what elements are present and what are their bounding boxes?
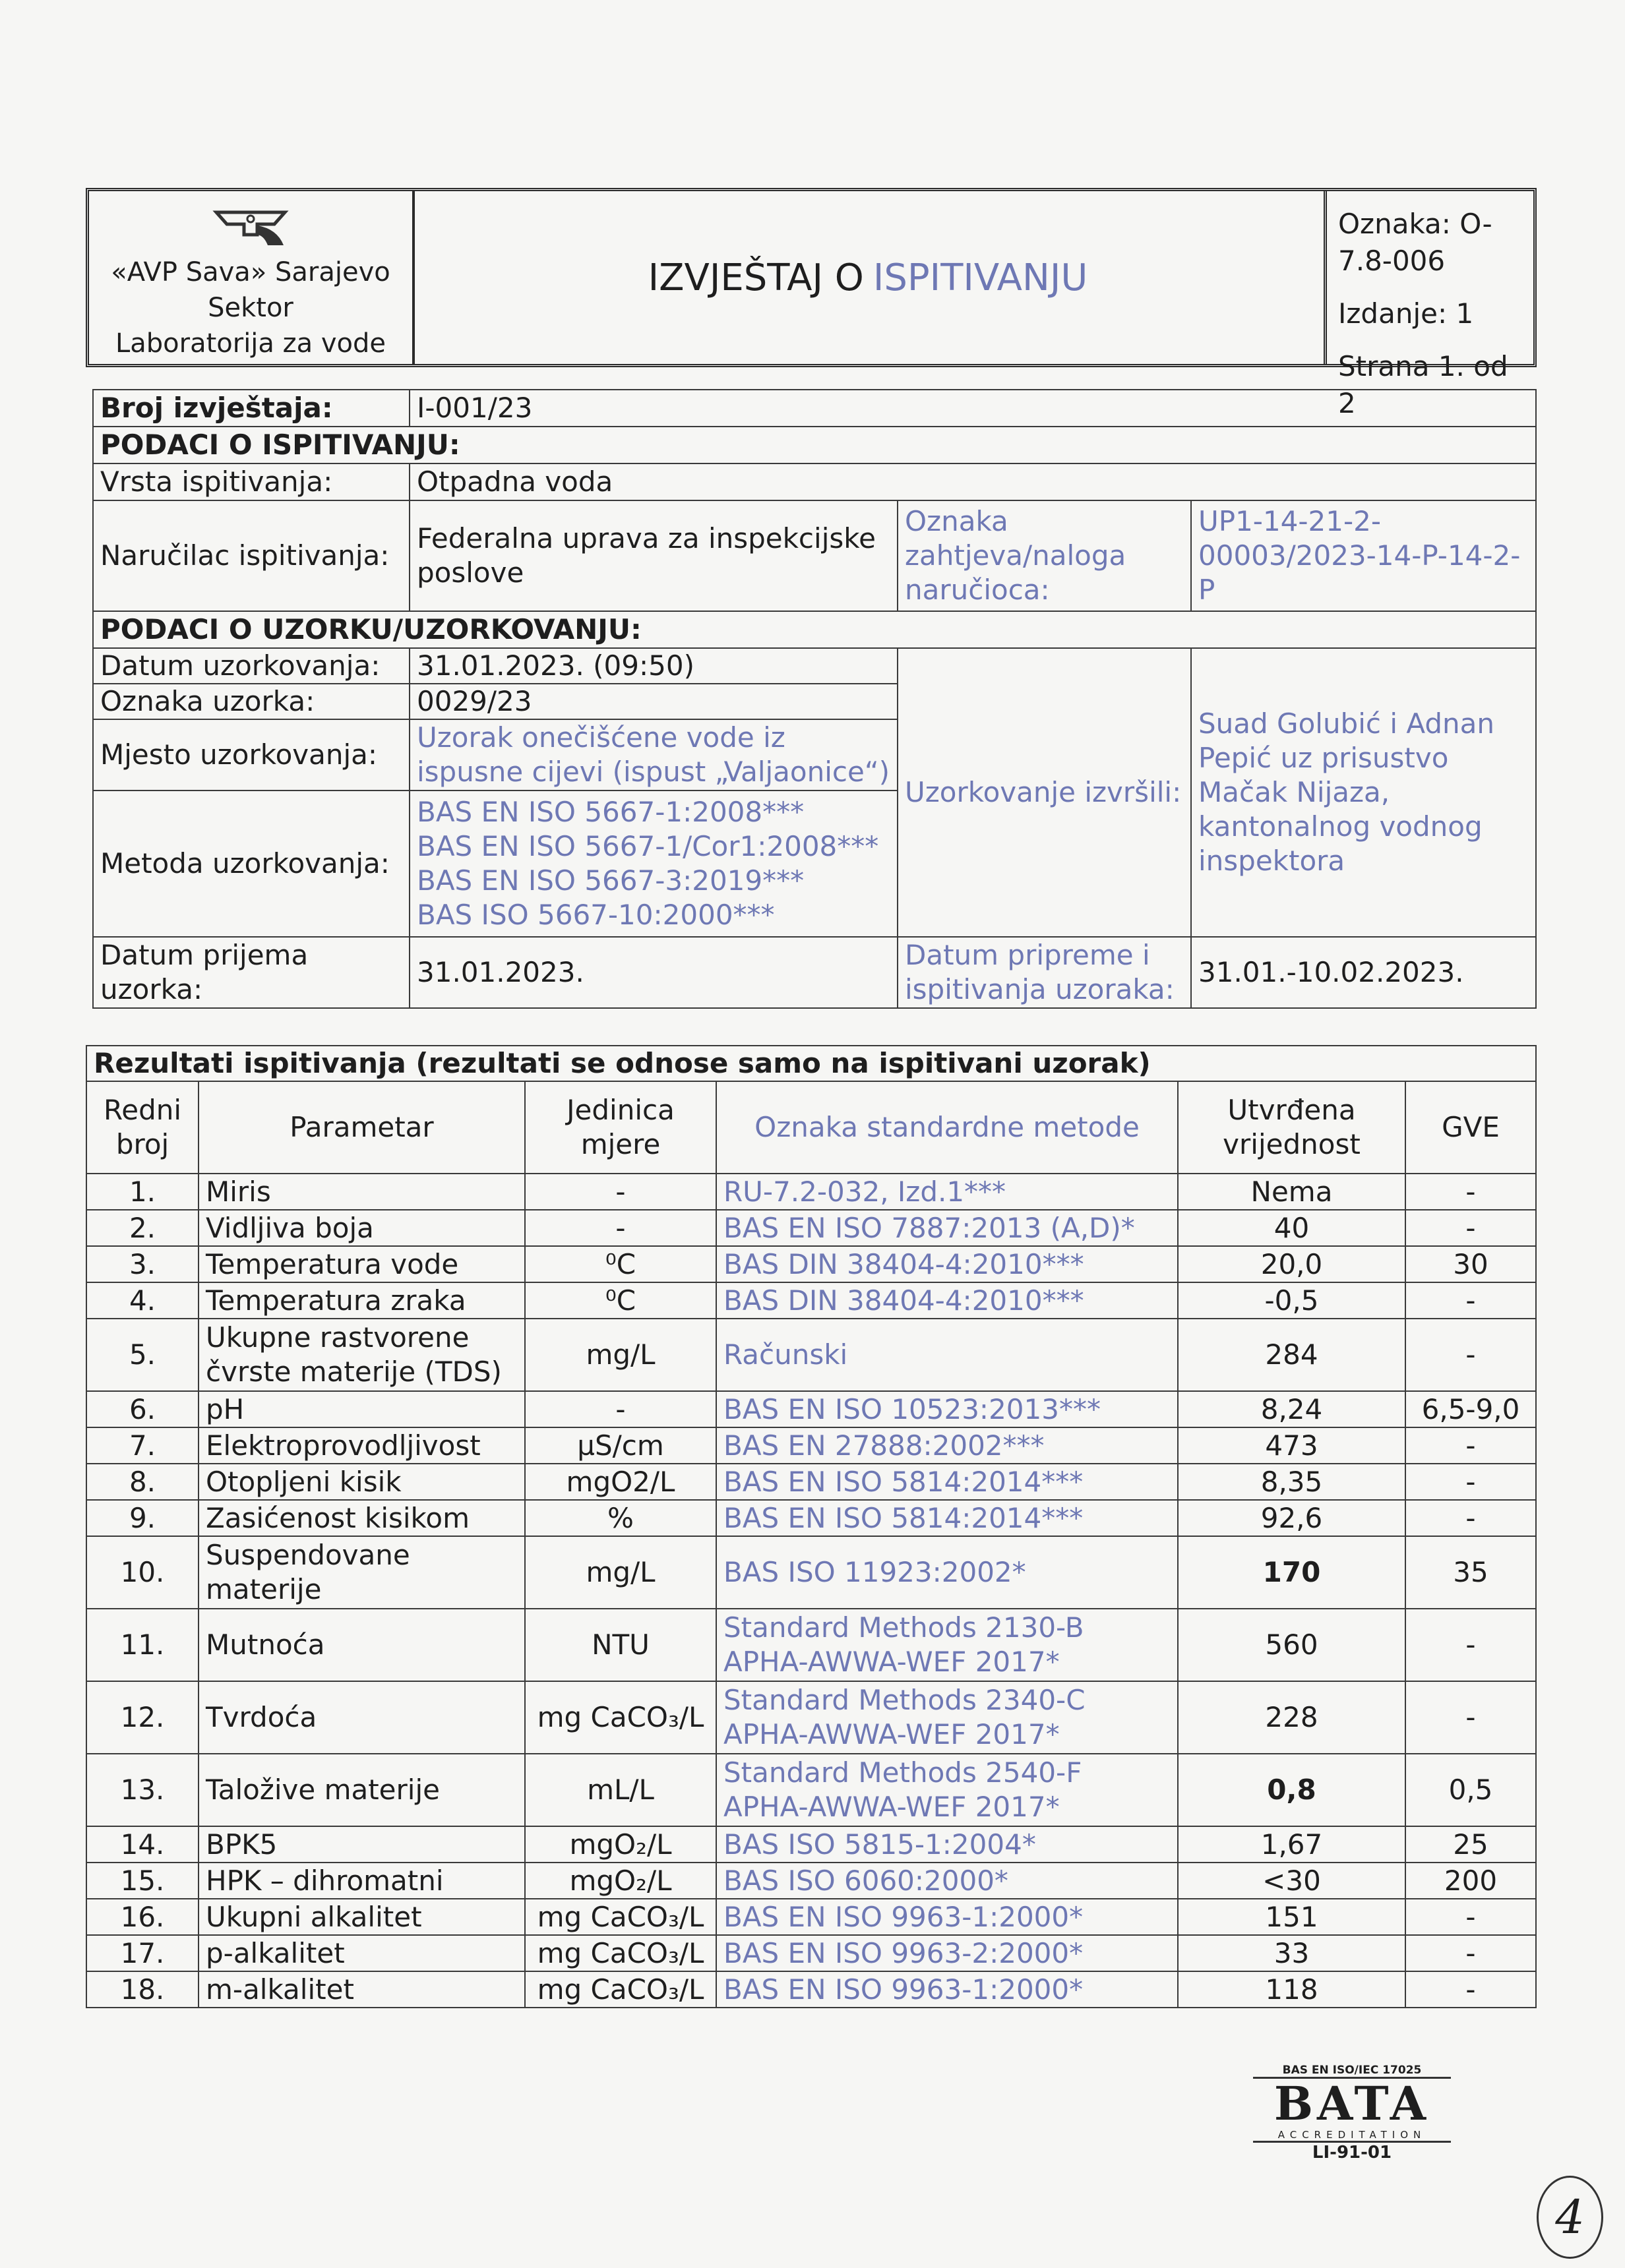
metoda-label: Metoda uzorkovanja: [93,791,410,937]
row-parameter: Zasićenost kisikom [199,1500,525,1536]
row-parameter: Tvrdoća [199,1681,525,1754]
oznaka-zahtjeva-value: UP1-14-21-2-00003/2023-14-P-14-2-P [1191,500,1536,611]
izvrsili-label: Uzorkovanje izvršili: [898,648,1191,937]
metoda-item: BAS EN ISO 5667-3:2019*** [417,864,805,897]
row-parameter: Ukupni alkalitet [199,1899,525,1935]
row-unit: NTU [525,1609,716,1681]
row-value: 8,24 [1178,1391,1405,1427]
row-number: 8. [86,1464,199,1500]
header-vrijednost: Utvrđena vrijednost [1178,1081,1405,1174]
row-number: 16. [86,1899,199,1935]
row-value: 33 [1178,1935,1405,1971]
row-number: 18. [86,1971,199,2008]
row-parameter: HPK – dihromatni [199,1863,525,1899]
row-method: BAS ISO 6060:2000* [716,1863,1178,1899]
vrsta-label: Vrsta ispitivanja: [93,463,410,500]
row-gve: - [1405,1500,1536,1536]
row-parameter: Taložive materije [199,1754,525,1826]
row-unit: mgO₂/L [525,1826,716,1863]
row-number: 5. [86,1319,199,1391]
row-number: 13. [86,1754,199,1826]
table-row [86,1899,1536,1935]
header-metoda: Oznaka standardne metode [716,1081,1178,1174]
row-parameter: Ukupne rastvorene čvrste materije (TDS) [199,1319,525,1391]
row-parameter: Miris [199,1174,525,1210]
results-section-text: Rezultati ispitivanja (rezultati se odnose samo na ispitivani uzorak) [94,1047,1151,1079]
avp-logo-icon [211,199,290,252]
table-row [86,1391,1536,1427]
row-number: 11. [86,1609,199,1681]
row-parameter: Suspendovane materije [199,1536,525,1609]
row-parameter: BPK5 [199,1826,525,1863]
section-uzorak: PODACI O UZORKU/UZORKOVANJU: [93,611,1536,648]
row-unit: ⁰C [525,1246,716,1282]
metoda-item: BAS EN ISO 5667-1/Cor1:2008*** [417,830,879,862]
organization-cell [89,191,415,364]
stamp-logo: BATA [1273,2076,1430,2131]
row-unit: µS/cm [525,1427,716,1464]
section-ispitivanje: PODACI O ISPITIVANJU: [93,427,1536,463]
row-gve: - [1405,1899,1536,1935]
row-method: Standard Methods 2340-C APHA-AWWA-WEF 2017* [716,1681,1178,1754]
row-value: 92,6 [1178,1500,1405,1536]
table-row [86,1826,1536,1863]
row-method: BAS EN 27888:2002*** [716,1427,1178,1464]
title-part-1: IZVJEŠTAJ O [648,256,864,299]
oznaka-uzorka-label: Oznaka uzorka: [93,684,410,719]
row-method: Računski [716,1319,1178,1391]
broj-label: Broj izvještaja: [93,390,410,427]
header-jedinica: Jedinica mjere [525,1081,716,1174]
row-gve: - [1405,1681,1536,1754]
row-parameter: pH [199,1391,525,1427]
stamp-standard: BAS EN ISO/IEC 17025 [1253,2064,1451,2079]
row-gve: - [1405,1282,1536,1319]
row-method: BAS EN ISO 5814:2014*** [716,1464,1178,1500]
row-unit: - [525,1174,716,1210]
row-value: 0,8 [1178,1754,1405,1826]
metoda-item: BAS EN ISO 5667-1:2008*** [417,796,805,828]
row-parameter: Otopljeni kisik [199,1464,525,1500]
row-number: 6. [86,1391,199,1427]
row-gve: 6,5-9,0 [1405,1391,1536,1427]
row-parameter: Temperatura zraka [199,1282,525,1319]
header-redni-broj: Redni broj [86,1081,199,1174]
row-unit: mg CaCO₃/L [525,1935,716,1971]
datum-uzorkovanja-label: Datum uzorkovanja: [93,648,410,684]
vrsta-value: Otpadna voda [410,463,1536,500]
metoda-item: BAS ISO 5667-10:2000*** [417,899,775,931]
row-unit: ⁰C [525,1282,716,1319]
datum-pripreme-label: Datum pripreme i ispitivanja uzoraka: [898,937,1191,1008]
row-parameter: Elektroprovodljivost [199,1427,525,1464]
table-row [86,1754,1536,1826]
row-number: 15. [86,1863,199,1899]
narucilac-label: Naručilac ispitivanja: [93,500,410,611]
header-parametar: Parametar [199,1081,525,1174]
row-gve: - [1405,1464,1536,1500]
row-value: -0,5 [1178,1282,1405,1319]
org-line-1: «AVP Sava» Sarajevo [111,257,390,287]
row-gve: 35 [1405,1536,1536,1609]
oznaka-text: Oznaka: O-7.8-006 [1338,208,1492,277]
header-gve: GVE [1405,1081,1536,1174]
oznaka-zahtjeva-label: Oznaka zahtjeva/naloga naručioca: [898,500,1191,611]
table-row [86,1427,1536,1464]
row-method: BAS EN ISO 7887:2013 (A,D)* [716,1210,1178,1246]
row-value: 473 [1178,1427,1405,1464]
page-mark-number: 4 [1555,2190,1585,2244]
datum-prijema-label: Datum prijema uzorka: [93,937,410,1008]
row-gve: - [1405,1971,1536,2008]
row-number: 9. [86,1500,199,1536]
row-value: 20,0 [1178,1246,1405,1282]
table-row [86,1935,1536,1971]
row-parameter: m-alkalitet [199,1971,525,2008]
table-row [86,1246,1536,1282]
row-gve: 200 [1405,1863,1536,1899]
row-method: BAS ISO 5815-1:2004* [716,1826,1178,1863]
row-unit: - [525,1391,716,1427]
row-gve: - [1405,1427,1536,1464]
row-value: Nema [1178,1174,1405,1210]
table-row [86,1282,1536,1319]
row-gve: 0,5 [1405,1754,1536,1826]
izvrsili-value: Suad Golubić i Adnan Pepić uz prisustvo Mačak Nijaza, kantonalnog vodnog inspektora [1191,648,1536,937]
row-value: 118 [1178,1971,1405,2008]
table-row [86,1863,1536,1899]
row-number: 14. [86,1826,199,1863]
row-unit: % [525,1500,716,1536]
row-number: 17. [86,1935,199,1971]
row-value: 8,35 [1178,1464,1405,1500]
row-number: 12. [86,1681,199,1754]
row-number: 10. [86,1536,199,1609]
row-number: 7. [86,1427,199,1464]
row-value: 151 [1178,1899,1405,1935]
row-gve: - [1405,1319,1536,1391]
document-title [412,191,1327,364]
metoda-list [410,791,898,937]
row-unit: mL/L [525,1754,716,1826]
row-gve: - [1405,1609,1536,1681]
page-mark [1537,2176,1603,2259]
row-unit: mgO2/L [525,1464,716,1500]
table-row [86,1319,1536,1391]
row-number: 2. [86,1210,199,1246]
table-row [86,1971,1536,2008]
row-unit: mg CaCO₃/L [525,1899,716,1935]
row-parameter: Vidljiva boja [199,1210,525,1246]
row-unit: - [525,1210,716,1246]
row-value: <30 [1178,1863,1405,1899]
row-gve: 30 [1405,1246,1536,1282]
row-value: 170 [1178,1536,1405,1609]
table-row [86,1464,1536,1500]
table-row [86,1681,1536,1754]
row-method: Standard Methods 2130-B APHA-AWWA-WEF 2017* [716,1609,1178,1681]
row-parameter: Mutnoća [199,1609,525,1681]
row-number: 1. [86,1174,199,1210]
row-unit: mg CaCO₃/L [525,1971,716,2008]
izdanje-text: Izdanje: 1 [1338,297,1474,330]
mjesto-value: Uzorak onečišćene vode iz ispusne cijevi (ispust „Valjaonice“) [410,719,898,791]
broj-value: I-001/23 [410,390,1536,427]
row-value: 40 [1178,1210,1405,1246]
results-body [86,1174,1536,2008]
row-gve: - [1405,1210,1536,1246]
row-parameter: Temperatura vode [199,1246,525,1282]
row-gve: - [1405,1935,1536,1971]
row-method: RU-7.2-032, Izd.1*** [716,1174,1178,1210]
row-value: 560 [1178,1609,1405,1681]
row-method: BAS EN ISO 9963-1:2000* [716,1899,1178,1935]
row-gve: - [1405,1174,1536,1210]
row-method: BAS EN ISO 10523:2013*** [716,1391,1178,1427]
table-row [86,1210,1536,1246]
datum-uzorkovanja-value: 31.01.2023. (09:50) [410,648,898,684]
row-number: 4. [86,1282,199,1319]
stamp-accreditation: ACCREDITATION [1253,2129,1451,2143]
info-table [92,389,1537,1009]
table-row [86,1609,1536,1681]
results-table [86,1045,1537,2008]
row-unit: mg/L [525,1536,716,1609]
table-row [86,1500,1536,1536]
stamp-code: LI-91-01 [1312,2143,1392,2163]
row-method: BAS DIN 38404-4:2010*** [716,1246,1178,1282]
oznaka-uzorka-value: 0029/23 [410,684,898,719]
org-line-2: Sektor [208,293,293,323]
row-method: BAS EN ISO 5814:2014*** [716,1500,1178,1536]
row-number: 3. [86,1246,199,1282]
row-method: BAS EN ISO 9963-1:2000* [716,1971,1178,2008]
row-method: BAS ISO 11923:2002* [716,1536,1178,1609]
strana-text: Strana 1. od 2 [1338,350,1508,419]
row-value: 228 [1178,1681,1405,1754]
results-section-title [86,1046,1536,1081]
row-value: 284 [1178,1319,1405,1391]
accreditation-stamp [1253,2064,1451,2163]
narucilac-value: Federalna uprava za inspekcijske poslove [410,500,898,611]
results-header-row [86,1081,1536,1174]
row-method: BAS DIN 38404-4:2010*** [716,1282,1178,1319]
row-method: BAS EN ISO 9963-2:2000* [716,1935,1178,1971]
row-unit: mg/L [525,1319,716,1391]
row-parameter: p-alkalitet [199,1935,525,1971]
table-row [86,1174,1536,1210]
document-meta [1326,191,1533,419]
row-unit: mgO₂/L [525,1863,716,1899]
mjesto-label: Mjesto uzorkovanja: [93,719,410,791]
datum-prijema-value: 31.01.2023. [410,937,898,1008]
row-gve: 25 [1405,1826,1536,1863]
row-method: Standard Methods 2540-F APHA-AWWA-WEF 2017* [716,1754,1178,1826]
table-row [86,1536,1536,1609]
row-unit: mg CaCO₃/L [525,1681,716,1754]
title-part-2: ISPITIVANJU [873,256,1088,299]
org-line-3: Laboratorija za vode [115,328,386,359]
row-value: 1,67 [1178,1826,1405,1863]
datum-pripreme-value: 31.01.-10.02.2023. [1191,937,1536,1008]
